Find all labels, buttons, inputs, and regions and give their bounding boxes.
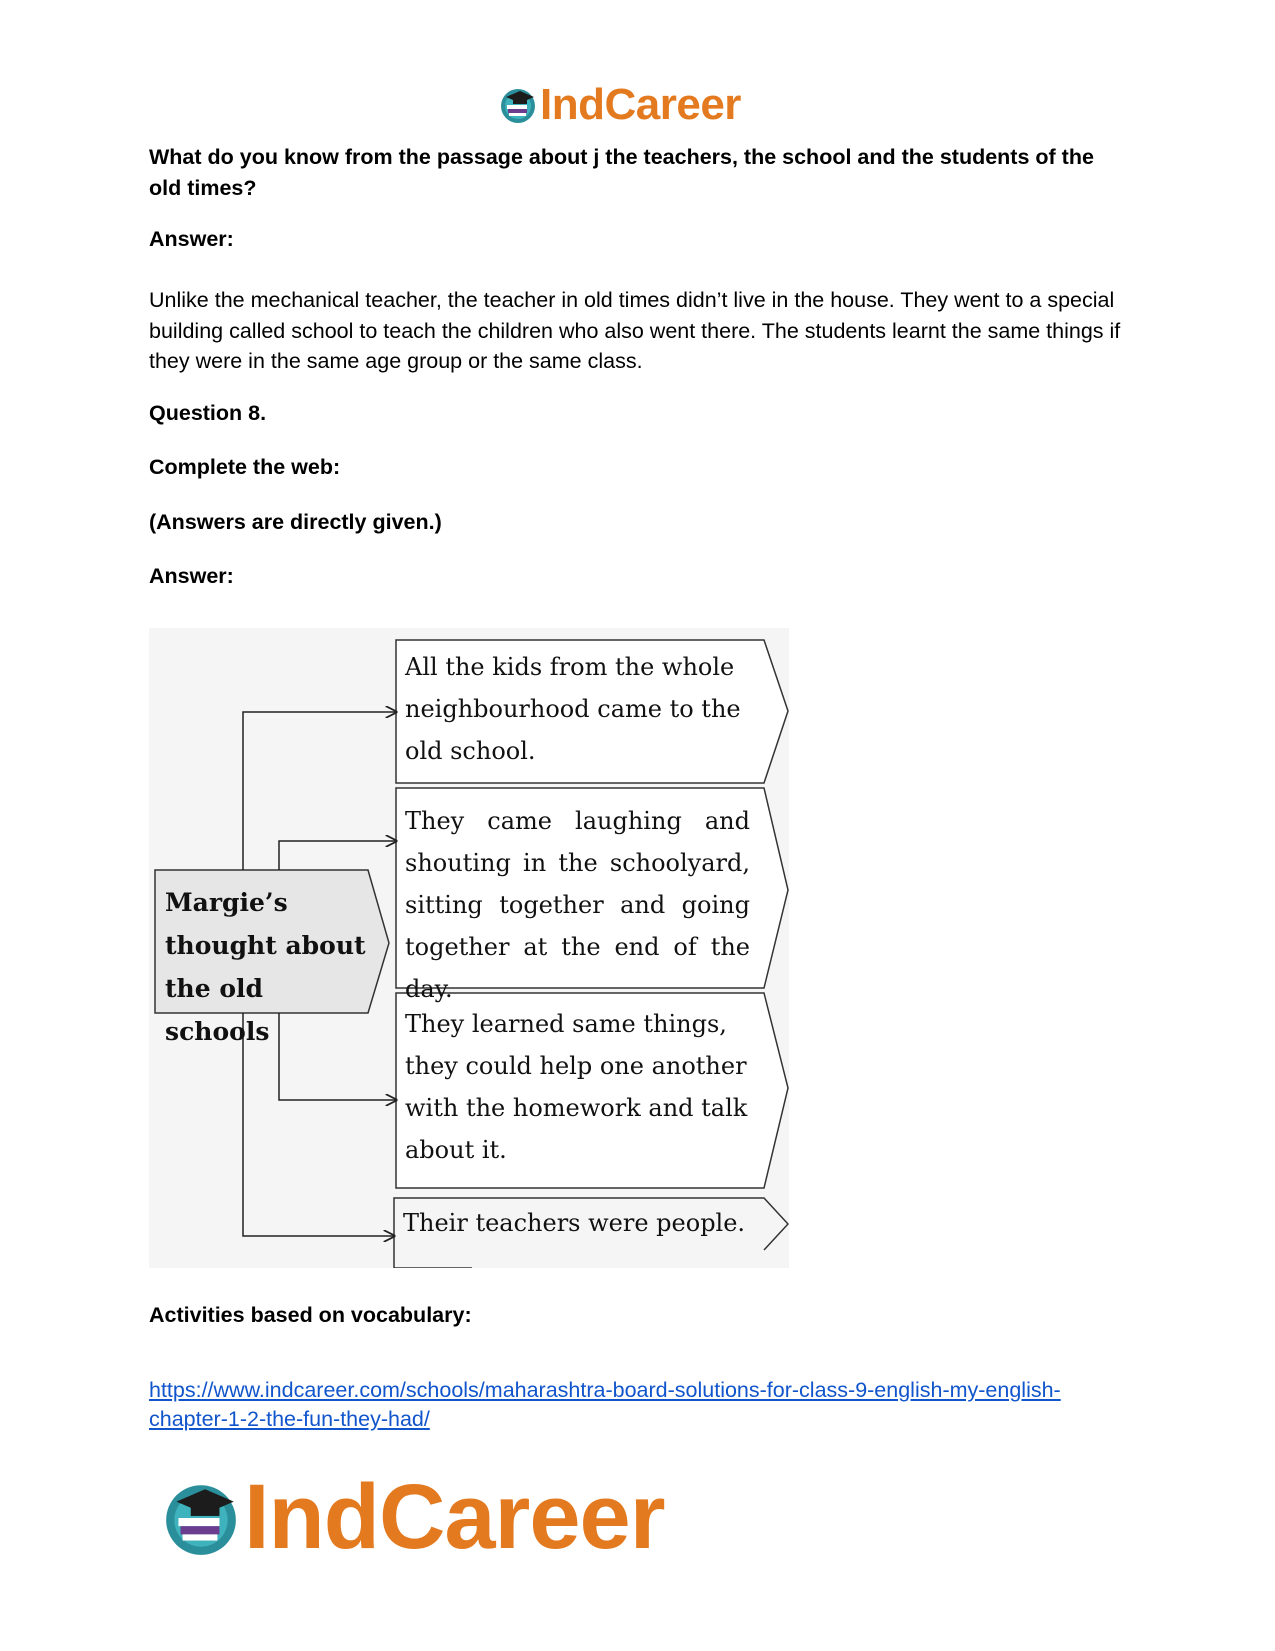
box-1-text: All the kids from the whole neighbourhood came to the old school. <box>405 653 741 765</box>
logo-wordmark: IndCareer <box>540 80 741 129</box>
graduation-cap-book-icon <box>498 85 538 125</box>
connector-1 <box>243 712 396 870</box>
answer-paragraph: Unlike the mechanical teacher, the teacher in old times didn’t live in the house. They went to a special building called school to teach the children who also went there. The students learnt the same things if they were in the same age group or the same class. <box>149 288 1121 373</box>
question-8-label: Question 8. <box>149 401 267 425</box>
web-diagram <box>149 628 789 1268</box>
indcareer-logo-top <box>498 80 741 130</box>
logo-wordmark: IndCareer <box>244 1466 665 1568</box>
question-text: What do you know from the passage about j the teachers, the school and the students of the old times? <box>149 145 1094 200</box>
box-4-text: Their teachers were people. <box>403 1209 746 1237</box>
graduation-cap-book-icon <box>160 1477 242 1559</box>
box-3-text: They learned same things, they could help one another with the homework and talk about it. <box>405 1010 748 1164</box>
indcareer-logo-bottom <box>160 1465 665 1570</box>
question-8-text: Complete the web: <box>149 455 341 479</box>
source-link-block <box>149 1376 1129 1434</box>
activities-heading: Activities based on vocabulary: <box>149 1303 472 1327</box>
source-link-line-2: chapter-1-2-the-fun-they-had/ <box>149 1407 430 1431</box>
source-link[interactable] <box>149 1378 1061 1431</box>
question-8-note: (Answers are directly given.) <box>149 510 442 534</box>
center-label: Margie’s thought about the old schools <box>165 888 366 1046</box>
answer-label: Answer: <box>149 227 234 251</box>
source-link-line-1: https://www.indcareer.com/schools/maharashtra-board-solutions-for-class-9-english-my-english- <box>149 1378 1061 1402</box>
answer-label-2: Answer: <box>149 564 234 588</box>
box-2-text: They came laughing and shouting in the schoolyard, sitting together and going together at the end of the day. <box>405 807 750 1003</box>
connector-2 <box>279 841 396 870</box>
